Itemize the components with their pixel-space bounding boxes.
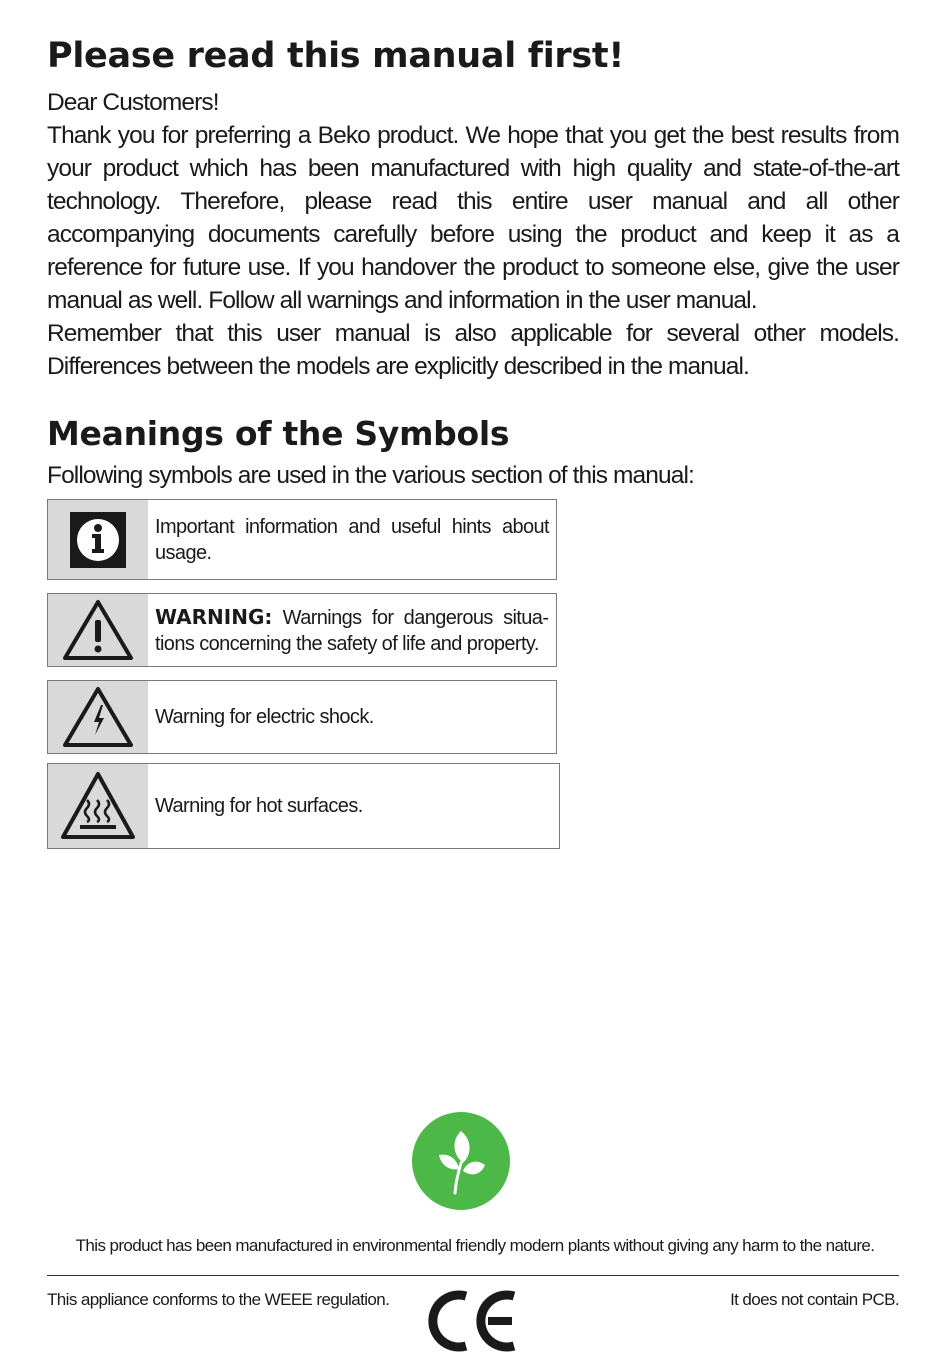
intro-paragraph-2: Remember that this user manual is also applicable for several other models. Differences between the models are explicitly described in the manual. — [47, 320, 899, 380]
hot-surface-icon — [48, 764, 148, 848]
symbol-text-hot: Warning for hot surfaces. — [155, 795, 363, 817]
intro-section — [47, 86, 899, 383]
intro-greeting: Dear Customers! — [47, 89, 219, 116]
intro-paragraph-1: Thank you for preferring a Beko product. We hope that you get the best results from your product which has been manufactured with high quality and state-of-the-art technology. Therefore, please read this entire user manual and all other accompanying documents carefully before using the product and keep it as a reference for future use. If you handover the product to someone else, give the user manual as well. Follow all warnings and information in the user manual. — [47, 122, 899, 314]
warning-label: WARNING: — [155, 604, 273, 629]
pcb-statement: It does not contain PCB. — [730, 1290, 899, 1309]
warning-icon — [48, 594, 148, 666]
symbol-box-warning — [47, 593, 557, 667]
symbol-box-electric — [47, 680, 557, 754]
electric-shock-icon — [48, 681, 148, 753]
symbol-text-info: Important information and useful hints about usage. — [155, 515, 549, 564]
symbol-text-electric: Warning for electric shock. — [155, 706, 374, 728]
symbol-text-warning: Warnings for dangerous situations concerning the safety of life and property. — [155, 606, 549, 655]
info-icon — [48, 500, 148, 579]
symbols-title: Meanings of the Symbols — [47, 414, 510, 453]
weee-statement: This appliance conforms to the WEEE regulation. — [47, 1290, 390, 1309]
symbol-box-hot — [47, 763, 560, 849]
page-title: Please read this manual first! — [47, 36, 625, 76]
footer-divider — [47, 1275, 899, 1276]
eco-leaf-icon — [411, 1111, 511, 1211]
ce-mark-icon — [428, 1290, 518, 1352]
symbols-intro: Following symbols are used in the various section of this manual: — [47, 462, 694, 489]
symbol-box-info — [47, 499, 557, 580]
eco-statement: This product has been manufactured in environmental friendly modern plants without giving any harm to the nature. — [75, 1236, 875, 1255]
